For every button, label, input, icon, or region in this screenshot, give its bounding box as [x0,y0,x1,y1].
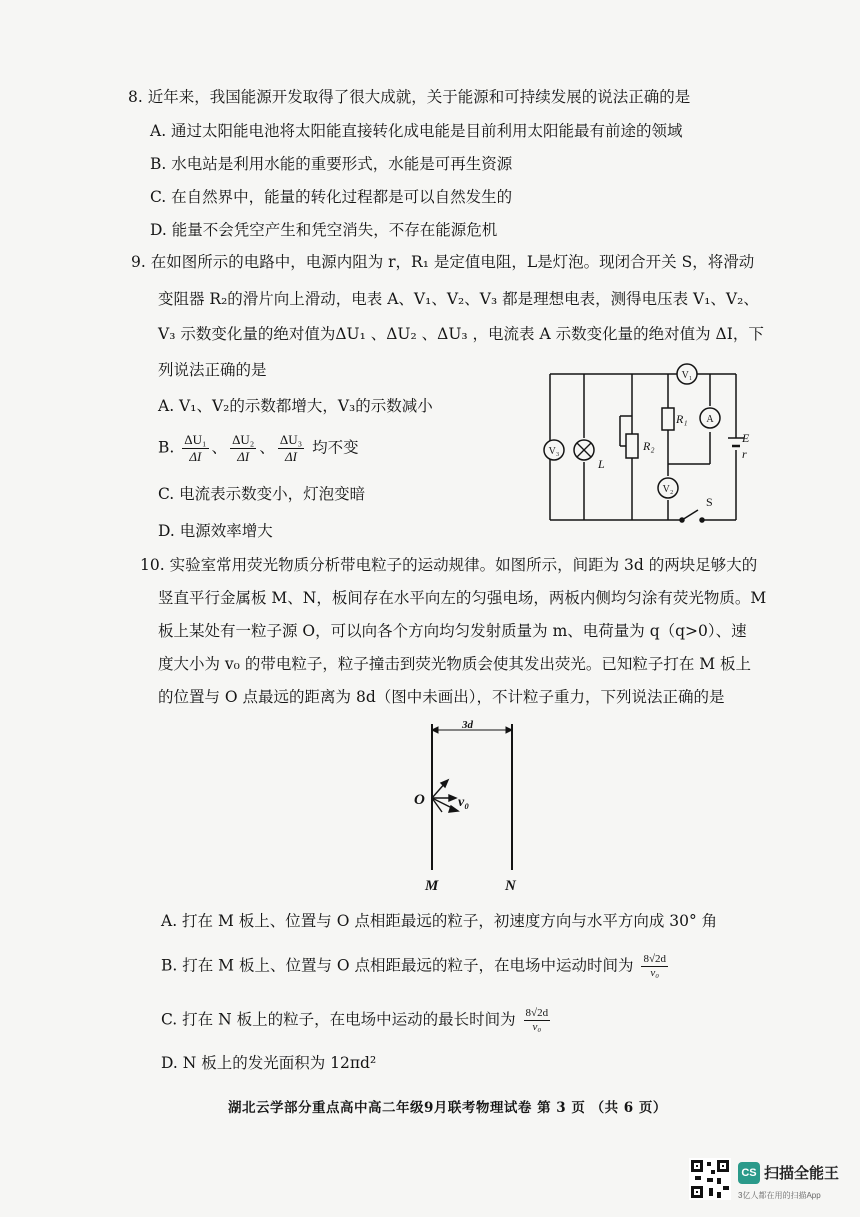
label-v0: v₀ [458,795,470,810]
q10-stem-line5: 的位置与 O 点最远的距离为 8d（图中未画出），不计粒子重力，下列说法正确的是 [158,688,725,706]
q10-option-b-text: B. 打在 M 板上、位置与 O 点相距最远的粒子，在电场中运动时间为 [161,956,634,975]
label-r1: R₁ [676,412,688,426]
label-a: A [706,414,714,425]
q9-stem-line3: V₃ 示数变化量的绝对值为ΔU₁ 、ΔU₂ 、ΔU₃ ，电流表 A 示数变化量的绝对值为 ΔI，下 [158,325,764,343]
page-footer: 湖北云学部分重点高中高二年级9月联考物理试卷 第 3 页 （共 6 页） [228,1100,667,1116]
separator: 、 [259,438,275,457]
q9-stem-line2: 变阻器 R₂的滑片向上滑动，电表 A、V₁、V₂、V₃ 都是理想电表，测得电压表 V₁、V₂、 [158,290,759,308]
q8-option-d: D. 能量不会凭空产生和凭空消失，不存在能源危机 [150,221,498,239]
camscanner-logo-icon: CS [738,1162,760,1184]
label-n: N [505,878,516,894]
q9-option-b [158,432,359,465]
fraction-du3-di: $\frac{\text{ΔU₃}}{\Delta I}$ [279,432,303,464]
q10-option-c-text: C. 打在 N 板上的粒子，在电场中运动的最长时间为 [161,1010,516,1029]
label-l: L [598,457,605,471]
label-r2: R₂ [643,439,655,453]
q10-option-b [161,953,671,980]
label-m: M [425,878,439,894]
qr-code-icon [689,1158,731,1200]
scanner-title: 扫描全能王 [764,1165,840,1182]
q9-option-b-label: B. [158,438,175,457]
q10-stem-line4: 度大小为 v₀ 的带电粒子，粒子撞击到荧光物质会使其发出荧光。已知粒子打在 M 板上 [158,655,752,673]
q8-option-b: B. 水电站是利用水能的重要形式，水能是可再生资源 [150,155,513,173]
q9-stem-line1: 9. 在如图所示的电路中，电源内阻为 r，R₁ 是定值电阻，L是灯泡。现闭合开关 S，将滑动 [131,253,755,271]
q8-option-a: A. 通过太阳能电池将太阳能直接转化成电能是目前利用太阳能最有前途的领域 [150,122,683,140]
q9-option-b-tail: 均不变 [312,438,359,457]
q9-option-d: D. 电源效率增大 [158,522,273,540]
label-o: O [414,792,425,808]
q9-option-a: A. V₁、V₂的示数都增大，V₃的示数减小 [158,397,433,415]
q8-option-c: C. 在自然界中，能量的转化过程都是可以自然发生的 [150,188,513,206]
label-v1: V₁ [681,370,693,381]
plates-figure [404,716,544,896]
label-e: E [742,431,750,445]
q10-option-d: D. N 板上的发光面积为 12πd² [161,1054,377,1072]
fraction-du1-di: $\frac{\text{ΔU₁}}{\Delta I}$ [184,432,207,464]
circuit-diagram [540,360,760,525]
q8-stem: 8. 近年来，我国能源开发取得了很大成就，关于能源和可持续发展的说法正确的是 [128,88,691,106]
label-s: S [706,495,713,509]
q9-stem-line4: 列说法正确的是 [158,361,267,379]
label-r: r [742,447,747,461]
fraction-time-c: $\frac{8√2d}{\text{v₀}}$ [525,1007,549,1033]
q9-option-c: C. 电流表示数变小，灯泡变暗 [158,485,366,503]
scanner-subtitle: 3亿人都在用的扫描App [738,1191,821,1200]
q10-option-a: A. 打在 M 板上、位置与 O 点相距最远的粒子，初速度方向与水平方向成 30° 角 [161,912,718,930]
fraction-time-b: $\frac{8√2d}{\text{v₀}}$ [643,953,667,979]
label-3d: 3d [462,719,473,731]
label-v2: V₂ [662,484,674,495]
fraction-du2-di: $\frac{\text{ΔU₂}}{\Delta I}$ [232,432,255,464]
label-v3: V₃ [548,446,560,457]
q10-option-c [161,1007,553,1034]
q10-stem-line3: 板上某处有一粒子源 O，可以向各个方向均匀发射质量为 m、电荷量为 q（q>0）、速 [158,622,747,640]
q10-stem-line1: 10. 实验室常用荧光物质分析带电粒子的运动规律。如图所示，间距为 3d 的两块足够大的 [140,556,758,574]
q10-stem-line2: 竖直平行金属板 M、N，板间存在水平向左的匀强电场，两板内侧均匀涂有荧光物质。M [158,589,767,607]
separator: 、 [211,438,228,457]
